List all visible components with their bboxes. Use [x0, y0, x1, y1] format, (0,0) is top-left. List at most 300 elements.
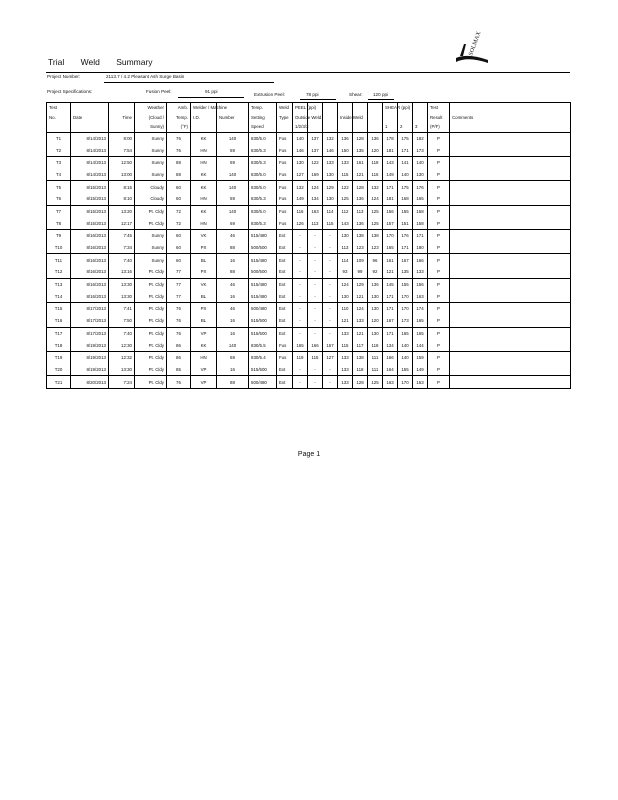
table-cell: 164 — [383, 364, 398, 376]
table-cell: 16 — [217, 364, 249, 376]
table-cell: 130 — [293, 156, 308, 168]
header-cell: Inside Weld — [338, 113, 353, 123]
table-cell — [450, 327, 571, 339]
table-cell: 46 — [217, 303, 249, 315]
table-cell: HN — [191, 144, 217, 156]
table-cell: VP — [191, 376, 217, 389]
table-cell: VP — [191, 364, 217, 376]
table-cell: 86 — [167, 339, 191, 351]
table-cell: - — [293, 327, 308, 339]
header-cell — [217, 122, 249, 132]
table-cell: 130 — [368, 290, 383, 302]
table-cell: VK — [191, 278, 217, 290]
table-cell: 7:40 — [109, 254, 135, 266]
table-row — [47, 327, 571, 339]
table-cell: 165 — [383, 242, 398, 254]
table-cell: 7:41 — [109, 303, 135, 315]
header-cell: Temp. — [249, 103, 277, 113]
table-cell: 77 — [167, 290, 191, 302]
table-cell: 118 — [368, 156, 383, 168]
table-cell: KK — [191, 169, 217, 181]
table-cell: P — [428, 351, 450, 363]
header-cell — [109, 103, 135, 113]
table-cell: 135 — [353, 144, 368, 156]
header-row — [47, 113, 571, 123]
table-cell: 830/5.3 — [249, 144, 277, 156]
header-cell: Time — [109, 113, 135, 123]
table-cell: 515/480 — [249, 230, 277, 242]
table-cell: 113 — [308, 217, 323, 229]
table-cell: 165 — [413, 193, 428, 205]
header-cell — [368, 103, 383, 113]
table-cell: 69 — [217, 156, 249, 168]
table-cell: 149 — [293, 193, 308, 205]
table-cell: 830/5.3 — [249, 193, 277, 205]
table-cell: 8/19/2013 — [71, 364, 109, 376]
table-cell: 12:17 — [109, 217, 135, 229]
table-cell: 171 — [383, 290, 398, 302]
table-cell: 121 — [353, 169, 368, 181]
table-cell: 130 — [323, 169, 338, 181]
table-cell: 120 — [368, 315, 383, 327]
table-cell: 8/16/2013 — [71, 266, 109, 278]
header-cell: 1 — [383, 122, 398, 132]
table-cell: 155 — [398, 278, 413, 290]
header-cell: (°F) — [167, 122, 191, 132]
table-cell: 114 — [338, 254, 353, 266]
title-word: Trial — [48, 57, 65, 67]
header-cell: Sunny) — [135, 122, 167, 132]
table-cell: 171 — [383, 327, 398, 339]
table-cell: VP — [191, 327, 217, 339]
table-cell: Fus — [277, 217, 293, 229]
table-cell: 140 — [413, 156, 428, 168]
table-cell: 118 — [368, 339, 383, 351]
table-cell: 46 — [217, 278, 249, 290]
table-cell: 151 — [398, 217, 413, 229]
table-cell: 140 — [217, 181, 249, 193]
table-cell: P — [428, 364, 450, 376]
table-cell: 146 — [323, 144, 338, 156]
document-title — [48, 57, 167, 67]
table-cell: 133 — [353, 315, 368, 327]
table-cell: 88 — [217, 376, 249, 389]
table-cell: 76 — [167, 376, 191, 389]
table-cell: Ext — [277, 303, 293, 315]
trial-weld-table — [46, 102, 571, 389]
table-cell: 180 — [413, 242, 428, 254]
title-rule — [46, 72, 570, 73]
table-cell: 13:30 — [109, 290, 135, 302]
table-cell — [450, 132, 571, 144]
table-cell — [450, 266, 571, 278]
title-word: Summary — [116, 57, 153, 67]
table-cell: - — [323, 364, 338, 376]
extrusion-peel-value: 78 ppi — [306, 92, 319, 97]
header-cell: Welder / Machine — [191, 103, 217, 113]
table-cell: HN — [191, 217, 217, 229]
table-cell: 76 — [167, 144, 191, 156]
table-cell: PX — [191, 242, 217, 254]
table-cell: P — [428, 327, 450, 339]
table-cell: P — [428, 254, 450, 266]
table-cell: 161 — [383, 254, 398, 266]
table-cell: 138 — [353, 351, 368, 363]
table-cell: - — [293, 303, 308, 315]
table-cell: 60 — [167, 254, 191, 266]
table-cell: - — [308, 266, 323, 278]
table-row — [47, 339, 571, 351]
table-row — [47, 181, 571, 193]
table-cell: 173 — [413, 144, 428, 156]
table-cell: 140 — [398, 339, 413, 351]
table-cell: 114 — [323, 205, 338, 217]
table-cell: 830/5.3 — [249, 156, 277, 168]
table-cell: 136 — [353, 193, 368, 205]
table-cell: 8:10 — [109, 193, 135, 205]
table-cell: 136 — [368, 278, 383, 290]
shear-value: 120 ppi — [373, 92, 389, 97]
table-cell: Sunny — [135, 169, 167, 181]
table-cell: 145 — [383, 278, 398, 290]
header-cell: 1/2/3/3 — [293, 122, 308, 132]
table-cell: 515/480 — [249, 254, 277, 266]
table-cell: 165 — [293, 339, 308, 351]
table-cell: 129 — [353, 278, 368, 290]
table-cell — [450, 254, 571, 266]
extrusion-peel-label: Extrusion Peel: — [254, 92, 285, 97]
table-cell: Pt. Cldy — [135, 364, 167, 376]
table-cell: 8/17/2013 — [71, 303, 109, 315]
table-cell: - — [308, 254, 323, 266]
table-cell: 130 — [338, 290, 353, 302]
header-cell: I.D. — [191, 113, 217, 123]
table-cell: Sunny — [135, 230, 167, 242]
table-cell: 93 — [338, 266, 353, 278]
table-cell: Sunny — [135, 144, 167, 156]
table-cell: 149 — [383, 169, 398, 181]
table-cell: 136 — [353, 217, 368, 229]
header-cell: Comments — [450, 113, 571, 123]
table-cell: 170 — [383, 230, 398, 242]
table-cell: Pt. Cldy — [135, 339, 167, 351]
table-cell: 128 — [353, 181, 368, 193]
table-cell: 166 — [383, 351, 398, 363]
header-cell — [338, 103, 353, 113]
table-cell: P — [428, 266, 450, 278]
header-cell — [71, 122, 109, 132]
table-cell: 133 — [338, 351, 353, 363]
table-cell: 129 — [323, 181, 338, 193]
header-cell — [413, 103, 428, 113]
table-cell: 115 — [338, 169, 353, 181]
table-cell: - — [293, 254, 308, 266]
table-cell: 140 — [293, 132, 308, 144]
table-cell: 72 — [167, 205, 191, 217]
table-cell: 174 — [413, 303, 428, 315]
table-cell: 156 — [413, 278, 428, 290]
table-cell: 113 — [353, 205, 368, 217]
table-cell: 171 — [398, 242, 413, 254]
table-cell: - — [323, 230, 338, 242]
table-cell: 500/500 — [249, 266, 277, 278]
table-cell: 163 — [413, 290, 428, 302]
table-cell: 124 — [353, 303, 368, 315]
header-cell — [323, 113, 338, 123]
table-cell: Pt. Cldy — [135, 205, 167, 217]
header-cell — [109, 122, 135, 132]
table-cell: 140 — [217, 339, 249, 351]
table-cell: 136 — [338, 132, 353, 144]
header-cell: Weather — [135, 103, 167, 113]
table-cell: 88 — [217, 242, 249, 254]
table-cell: 8/14/2013 — [71, 156, 109, 168]
header-row — [47, 103, 571, 113]
table-row — [47, 132, 571, 144]
table-cell: Fus — [277, 205, 293, 217]
table-cell: T1 — [47, 132, 71, 144]
header-cell: Test — [428, 103, 450, 113]
table-cell: P — [428, 193, 450, 205]
header-cell — [450, 103, 571, 113]
header-cell — [323, 103, 338, 113]
table-cell: Sunny — [135, 254, 167, 266]
table-cell — [450, 278, 571, 290]
table-cell: - — [293, 364, 308, 376]
table-cell: - — [323, 278, 338, 290]
table-cell: T2 — [47, 144, 71, 156]
table-cell: 133 — [338, 327, 353, 339]
table-cell: 124 — [338, 278, 353, 290]
header-cell — [353, 103, 368, 113]
table-cell: - — [308, 315, 323, 327]
table-cell: 115 — [338, 339, 353, 351]
table-cell: P — [428, 181, 450, 193]
table-cell: P — [428, 132, 450, 144]
table-cell: T16 — [47, 315, 71, 327]
table-cell: 69 — [217, 351, 249, 363]
table-cell: 830/5.5 — [249, 339, 277, 351]
table-cell: BL — [191, 290, 217, 302]
header-cell: No. — [47, 113, 71, 123]
header-cell — [71, 103, 109, 113]
table-cell: 127 — [293, 169, 308, 181]
table-cell: 8/19/2013 — [71, 351, 109, 363]
table-cell: 169 — [308, 169, 323, 181]
fusion-peel-label: Fusion Peel: — [146, 89, 172, 94]
table-cell: 76 — [167, 327, 191, 339]
solmax-logo — [448, 30, 506, 68]
table-cell: 12:30 — [109, 339, 135, 351]
table-cell: 60 — [167, 242, 191, 254]
table-cell: Fus — [277, 156, 293, 168]
table-cell: T7 — [47, 205, 71, 217]
table-cell: - — [293, 376, 308, 389]
table-cell: 76 — [167, 303, 191, 315]
table-cell: 76 — [167, 132, 191, 144]
table-cell: T11 — [47, 254, 71, 266]
table-cell: Ext — [277, 364, 293, 376]
table-cell: 122 — [338, 181, 353, 193]
table-cell: 515/500 — [249, 364, 277, 376]
table-cell: 118 — [353, 364, 368, 376]
table-cell: KK — [191, 181, 217, 193]
table-cell: 171 — [413, 230, 428, 242]
table-cell — [450, 193, 571, 205]
table-cell: 500/480 — [249, 303, 277, 315]
table-cell: 116 — [368, 169, 383, 181]
table-cell: T18 — [47, 339, 71, 351]
header-cell — [413, 113, 428, 123]
header-cell — [338, 122, 353, 132]
table-cell: - — [323, 327, 338, 339]
table-cell: 88 — [167, 169, 191, 181]
table-cell: 171 — [383, 181, 398, 193]
table-cell: 158 — [413, 205, 428, 217]
table-cell: 13:30 — [109, 364, 135, 376]
table-cell: 109 — [353, 254, 368, 266]
header-cell — [191, 122, 217, 132]
table-cell: T9 — [47, 230, 71, 242]
table-cell: 8/16/2013 — [71, 278, 109, 290]
table-cell — [450, 290, 571, 302]
table-cell: 8/14/2013 — [71, 132, 109, 144]
table-cell: 69 — [217, 217, 249, 229]
table-cell: Sunny — [135, 132, 167, 144]
table-cell: T12 — [47, 266, 71, 278]
table-cell: 88 — [217, 266, 249, 278]
table-cell: 7:45 — [109, 230, 135, 242]
table-cell: 8/17/2013 — [71, 315, 109, 327]
shear-underline — [368, 99, 394, 100]
table-cell: 60 — [167, 193, 191, 205]
header-cell: Type — [277, 113, 293, 123]
table-cell: - — [308, 303, 323, 315]
table-cell: 167 — [323, 339, 338, 351]
table-cell: 121 — [353, 327, 368, 339]
table-cell: T10 — [47, 242, 71, 254]
table-cell: 13:30 — [109, 278, 135, 290]
header-cell: Date — [71, 113, 109, 123]
table-cell: 8/15/2013 — [71, 217, 109, 229]
table-cell: 124 — [368, 193, 383, 205]
table-cell — [450, 156, 571, 168]
table-row — [47, 351, 571, 363]
table-cell: 143 — [338, 217, 353, 229]
table-cell: 170 — [398, 376, 413, 389]
table-cell: 119 — [293, 351, 308, 363]
table-cell: 134 — [383, 339, 398, 351]
table-cell: 181 — [383, 144, 398, 156]
header-cell: Amb. — [167, 103, 191, 113]
table-cell — [450, 364, 571, 376]
table-cell: 176 — [413, 181, 428, 193]
table-cell: 7:34 — [109, 242, 135, 254]
table-cell: 133 — [338, 156, 353, 168]
header-cell: Speed — [249, 122, 277, 132]
table-cell: P — [428, 169, 450, 181]
table-cell: 8/16/2013 — [71, 290, 109, 302]
table-cell: Fus — [277, 132, 293, 144]
table-cell: - — [323, 376, 338, 389]
table-cell: KK — [191, 132, 217, 144]
table-cell: 16 — [217, 254, 249, 266]
header-cell: Weld — [277, 103, 293, 113]
table-row — [47, 169, 571, 181]
table-cell: 170 — [398, 303, 413, 315]
table-cell: 138 — [368, 230, 383, 242]
table-cell: 7:40 — [109, 327, 135, 339]
project-spec-label: Project Specifications: — [47, 89, 93, 94]
table-cell: 120 — [368, 144, 383, 156]
table-cell: 125 — [368, 205, 383, 217]
header-cell: Test — [47, 103, 71, 113]
table-cell — [450, 242, 571, 254]
table-cell: 8/15/2013 — [71, 181, 109, 193]
table-cell — [450, 230, 571, 242]
table-cell: Ext — [277, 266, 293, 278]
table-cell: 149 — [413, 364, 428, 376]
table-cell: 171 — [398, 144, 413, 156]
table-cell: Pt. Cldy — [135, 278, 167, 290]
table-cell: 830/5.0 — [249, 181, 277, 193]
table-row — [47, 156, 571, 168]
table-cell: 500/480 — [249, 376, 277, 389]
table-cell: 127 — [323, 351, 338, 363]
header-cell — [368, 122, 383, 132]
table-cell — [450, 181, 571, 193]
table-cell: T3 — [47, 156, 71, 168]
table-cell: KK — [191, 205, 217, 217]
title-word: Weld — [80, 57, 100, 67]
table-cell: 140 — [217, 169, 249, 181]
table-row — [47, 290, 571, 302]
table-cell: 96 — [368, 254, 383, 266]
table-cell: 115 — [308, 351, 323, 363]
table-cell: 113 — [338, 242, 353, 254]
table-cell: 163 — [383, 376, 398, 389]
table-cell: T6 — [47, 193, 71, 205]
table-cell: 159 — [413, 351, 428, 363]
header-cell — [450, 122, 571, 132]
table-cell: - — [308, 364, 323, 376]
table-cell: Pt. Cldy — [135, 327, 167, 339]
header-cell — [308, 122, 323, 132]
table-cell: P — [428, 156, 450, 168]
table-cell: 7:24 — [109, 376, 135, 389]
table-cell: 133 — [338, 376, 353, 389]
table-cell: 16 — [217, 315, 249, 327]
table-cell: - — [293, 290, 308, 302]
table-cell: Ext — [277, 242, 293, 254]
table-cell: 141 — [398, 156, 413, 168]
table-cell: Pt. Cldy — [135, 217, 167, 229]
table-cell: 166 — [413, 254, 428, 266]
table-cell: T15 — [47, 303, 71, 315]
table-cell: 157 — [383, 217, 398, 229]
table-cell: 92 — [368, 266, 383, 278]
table-cell: 60 — [167, 230, 191, 242]
table-cell: 8/15/2013 — [71, 205, 109, 217]
table-row — [47, 144, 571, 156]
table-cell: 128 — [353, 376, 368, 389]
table-cell: T21 — [47, 376, 71, 389]
table-row — [47, 315, 571, 327]
table-row — [47, 376, 571, 389]
table-cell: 167 — [398, 254, 413, 266]
table-cell: 7:54 — [109, 144, 135, 156]
table-row — [47, 254, 571, 266]
